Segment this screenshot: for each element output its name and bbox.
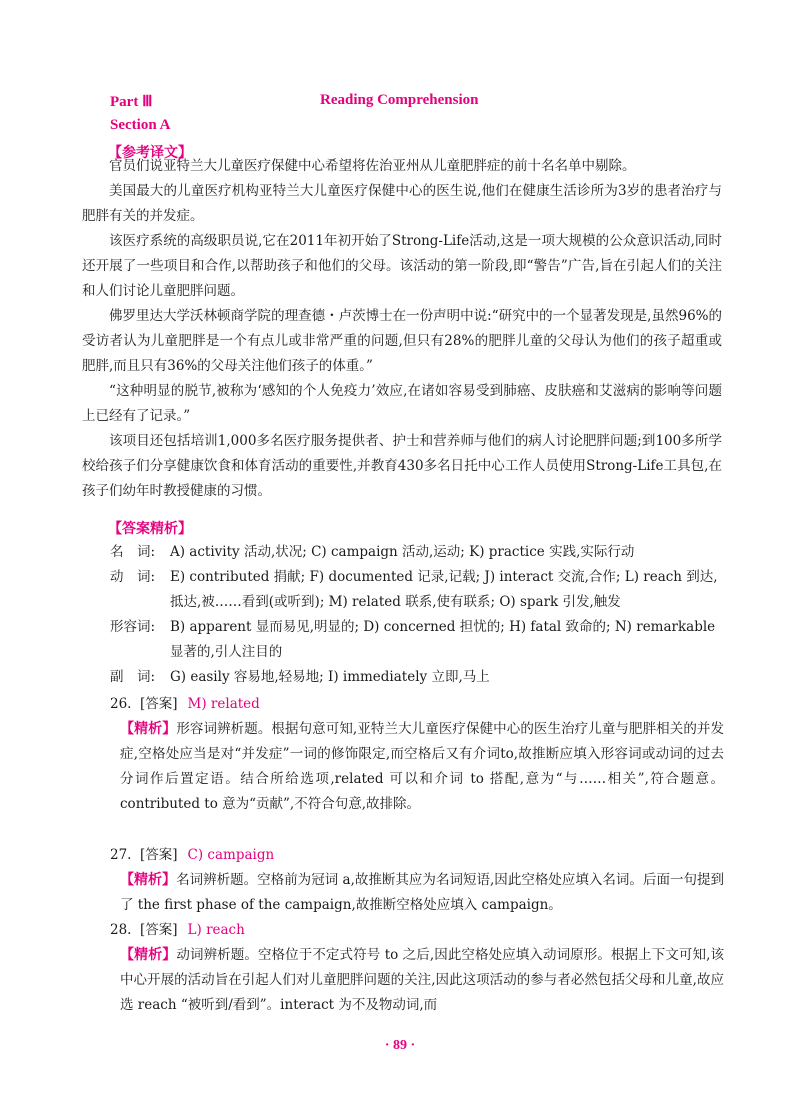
explanation-label: 【精析】 <box>120 721 177 737</box>
explanation-text: 名词辨析题。空格前为冠词 a,故推断其应为名词短语,因此空格处应填入名词。后面一句提到了 the first phase of the campaign,故推断空格处应填入 campaign。 <box>120 872 725 913</box>
translation-paragraph: 该项目还包括培训1,000多名医疗服务提供者、护士和营养师与他们的病人讨论肥胖问题;到100多所学校给孩子们分享健康饮食和体育活动的重要性,并教育430多名日托中心工作人员使用Strong-Life工具包,在孩子们幼年时教授健康的习惯。 <box>82 433 722 499</box>
pos-label: 副 词: <box>110 669 156 685</box>
pos-words: E) contributed 捐献; F) documented 记录,记载; J) interact 交流,合作; L) reach 到达,抵达,被……看到(或听到); M) related 联系,使有联系; O) spark 引发,触发 <box>170 569 718 610</box>
pos-label: 形容词: <box>110 619 156 635</box>
explanation <box>110 943 724 1018</box>
translation-label: 【参考译文】 <box>108 145 192 161</box>
page-header <box>110 92 710 112</box>
question-28 <box>110 918 724 1018</box>
question-26 <box>110 692 724 817</box>
question-number: 27. <box>110 847 132 863</box>
gloss-row-adjective <box>110 615 724 665</box>
answer-label: [答案] <box>140 696 178 712</box>
page-number: · 89 · <box>384 1038 416 1053</box>
gloss-row-adverb <box>110 665 724 690</box>
explanation <box>110 717 724 817</box>
explanation <box>110 868 724 918</box>
translation-body <box>82 154 722 504</box>
vocabulary-gloss <box>110 540 724 690</box>
question-27 <box>110 843 724 918</box>
explanation-text: 形容词辨析题。根据句意可知,亚特兰大儿童医疗保健中心的医生治疗儿童与肥胖相关的并发症,空格处应当是对“并发症”一词的修饰限定,而空格后又有介词to,故推断应填入形容词或动词的过去分词作后置定语。结合所给选项,related 可以和介词 to 搭配,意为“与……相关”,符合题意。contributed to 意为“贡献”,不符合句意,故排除。 <box>120 721 725 812</box>
gloss-row-verb <box>110 565 724 615</box>
question-number: 26. <box>110 696 132 712</box>
translation-paragraph: “这种明显的脱节,被称为‘感知的个人免疫力’效应,在诸如容易受到肺癌、皮肤癌和艾滋病的影响等问题上已经有了记录。” <box>82 383 722 424</box>
section-label: Section A <box>110 117 171 133</box>
answer-value: M) related <box>187 696 260 712</box>
pos-words: A) activity 活动,状况; C) campaign 活动,运动; K) practice 实践,实际行动 <box>170 544 635 560</box>
answer-line <box>110 692 724 717</box>
pos-words: B) apparent 显而易见,明显的; D) concerned 担忧的; H) fatal 致命的; N) remarkable 显著的,引人注目的 <box>170 619 716 660</box>
pos-label: 名 词: <box>110 544 156 560</box>
explanation-text: 动词辨析题。空格位于不定式符号 to 之后,因此空格处应填入动词原形。根据上下文可知,该中心开展的活动旨在引起人们对儿童肥胖问题的关注,因此这项活动的参与者必然包括父母和儿童,故应选 reach “被听到/看到”。interact 为不及物动词,而 <box>120 947 725 1013</box>
pos-label: 动 词: <box>110 569 156 585</box>
answer-line <box>110 843 724 868</box>
gloss-row-noun <box>110 540 724 565</box>
explanation-label: 【精析】 <box>120 872 177 888</box>
part-title: Reading Comprehension <box>320 92 479 108</box>
answer-value: L) reach <box>187 922 245 938</box>
analysis-label: 【答案精析】 <box>108 521 192 537</box>
part-label: Part Ⅲ <box>110 94 153 110</box>
explanation-label: 【精析】 <box>120 947 177 963</box>
answer-label: [答案] <box>140 922 178 938</box>
translation-paragraph: 佛罗里达大学沃林顿商学院的理查德・卢茨博士在一份声明中说:“研究中的一个显著发现是,虽然96%的受访者认为儿童肥胖是一个有点儿或非常严重的问题,但只有28%的肥胖儿童的父母认为他们的孩子超重或肥胖,而且只有36%的父母关注他们孩子的体重。” <box>82 308 722 374</box>
answer-value: C) campaign <box>187 847 275 863</box>
pos-words: G) easily 容易地,轻易地; I) immediately 立即,马上 <box>170 669 490 685</box>
question-number: 28. <box>110 922 132 938</box>
answer-label: [答案] <box>140 847 178 863</box>
answer-line <box>110 918 724 943</box>
translation-paragraph: 该医疗系统的高级职员说,它在2011年初开始了Strong-Life活动,这是一项大规模的公众意识活动,同时还开展了一些项目和合作,以帮助孩子和他们的父母。该活动的第一阶段,即“警告”广告,旨在引起人们的关注和人们讨论儿童肥胖问题。 <box>82 233 722 299</box>
translation-paragraph: 美国最大的儿童医疗机构亚特兰大儿童医疗保健中心的医生说,他们在健康生活诊所为3岁的患者治疗与肥胖有关的并发症。 <box>82 183 722 224</box>
translation-paragraph: 官员们说亚特兰大儿童医疗保健中心希望将佐治亚州从儿童肥胖症的前十名名单中剔除。 <box>109 158 636 174</box>
